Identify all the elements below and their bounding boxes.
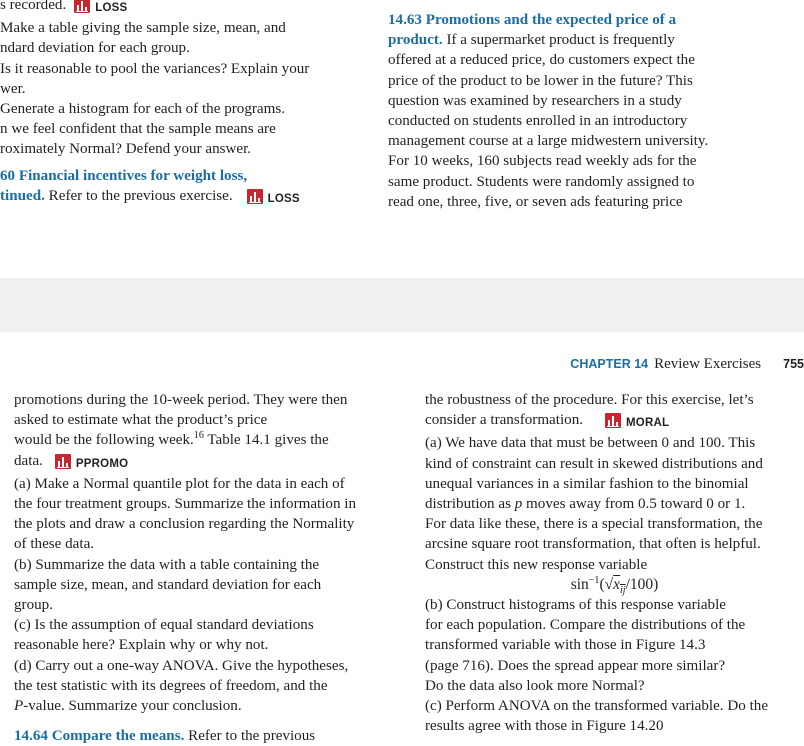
text-line: (a) We have data that must be between 0 and 100. This [425, 435, 756, 452]
text-line: For 10 weeks, 160 subjects read weekly ads for the [388, 153, 697, 170]
text-line: unequal variances in a similar fashion to the binomial [425, 475, 749, 492]
text-line: for each population. Compare the distributions of the [425, 617, 746, 634]
text-line: (c) Perform ANOVA on the transformed variable. Do the [425, 698, 769, 715]
text-line: (a) Make a Normal quantile plot for the data in each of [14, 475, 345, 492]
top-right-column [388, 10, 798, 212]
text-line: the robustness of the procedure. For this exercise, let’s [425, 392, 754, 408]
page-gap-divider [0, 278, 804, 332]
text-line: promotions during the 10-week period. They were then [14, 392, 348, 408]
text-line: same product. Students were randomly assigned to [388, 173, 695, 190]
text-line: price of the product to be lower in the future? This [388, 72, 693, 89]
text-line: read one, three, five, or seven ads featuring price [388, 193, 683, 210]
text-line-cut: 14.64 Compare the means. Refer to the previous [14, 728, 316, 745]
text-line: (b) Summarize the data with a table containing the [14, 556, 320, 573]
dataset-icon [74, 0, 90, 13]
running-header [570, 356, 804, 373]
text-line-cut: results agree with those in Figure 14.20 [425, 718, 664, 735]
text-line: group. [14, 597, 53, 614]
text-line: s recorded. LOSS [0, 0, 350, 18]
text-line: of these data. [14, 536, 95, 553]
text-line: For data like these, there is a special transformation, the [425, 516, 763, 533]
exercise-heading: 60 Financial incentives for weight loss, [0, 167, 248, 184]
data-tag-loss[interactable]: LOSS [247, 188, 300, 209]
page-number: 755 [783, 357, 804, 371]
text-line: (page 716). Does the spread appear more similar? [425, 657, 726, 674]
text-line: n we feel confident that the sample means are [0, 121, 276, 138]
text-line: (b) Construct histograms of this response variable [425, 597, 726, 614]
text-line: would be the following week.$^{16}$ Table 14.1 gives the [14, 430, 329, 449]
page-top-fragment [0, 0, 804, 278]
text-line: transformed variable with those in Figure 14.3 [425, 637, 706, 654]
text-line: (d) Carry out a one-way ANOVA. Give the hypotheses, [14, 657, 349, 674]
text-line: arcsine square root transformation, that often is helpful. [425, 536, 761, 553]
text-line: Generate a histogram for each of the programs. [0, 101, 285, 118]
text-line: management course at a large midwestern university. [388, 133, 709, 150]
data-tag-loss[interactable]: LOSS [74, 0, 127, 18]
text-line: product. If a supermarket product is frequently [388, 32, 675, 49]
text-line: (c) Is the assumption of equal standard deviations [14, 617, 314, 634]
chapter-label: CHAPTER 14 [570, 357, 649, 371]
bottom-right-column [425, 390, 804, 736]
page-bottom-fragment [0, 332, 804, 745]
text-line: reasonable here? Explain why or why not. [14, 637, 269, 654]
text-line: ndard deviation for each group. [0, 40, 190, 57]
arcsine-formula: $\sin^{-1}(√x_{ij}/100)$ [570, 574, 659, 596]
bottom-left-column [14, 390, 399, 746]
text-line: roximately Normal? Defend your answer. [0, 141, 252, 158]
text-line: Is it reasonable to pool the variances? Explain your [0, 60, 310, 77]
text-line: asked to estimate what the product’s price [14, 412, 268, 429]
text-line: question was examined by researchers in a study [388, 92, 682, 109]
text-line: kind of constraint can result in skewed distributions and [425, 455, 763, 472]
text-line: offered at a reduced price, do customers expect the [388, 52, 695, 69]
text-line: the four treatment groups. Summarize the information in [14, 496, 357, 513]
data-tag-moral[interactable]: MORAL [605, 412, 669, 433]
dataset-icon [247, 189, 263, 204]
footnote-marker[interactable]: 16 [193, 430, 204, 442]
text-line: distribution as p moves away from 0.5 toward 0 or 1. [425, 496, 746, 513]
top-left-column [0, 0, 350, 209]
text-line: consider a transformation. MORAL [425, 410, 804, 433]
dataset-icon [55, 454, 71, 469]
text-line: the test statistic with its degrees of freedom, and the [14, 677, 328, 694]
text-line: sample size, mean, and standard deviation for each [14, 576, 322, 593]
text-line: conducted on students enrolled in an introductory [388, 113, 688, 130]
text-line: wer. [0, 80, 26, 97]
data-tag-ppromo[interactable]: PPROMO [55, 453, 128, 474]
text-line: the plots and draw a conclusion regarding the Normality [14, 516, 355, 533]
section-label: Review Exercises [654, 356, 762, 372]
text-line: Construct this new response variable [425, 556, 648, 573]
exercise-heading: 14.63 Promotions and the expected price of a [388, 12, 677, 28]
text-line: data. PPROMO [14, 451, 399, 474]
text-line: tinued. Refer to the previous exercise. LOSS [0, 186, 350, 209]
text-line: Do the data also look more Normal? [425, 677, 645, 694]
text-line: Make a table giving the sample size, mean, and [0, 20, 286, 37]
dataset-icon [605, 413, 621, 428]
text-line: P-value. Summarize your conclusion. [14, 698, 242, 715]
